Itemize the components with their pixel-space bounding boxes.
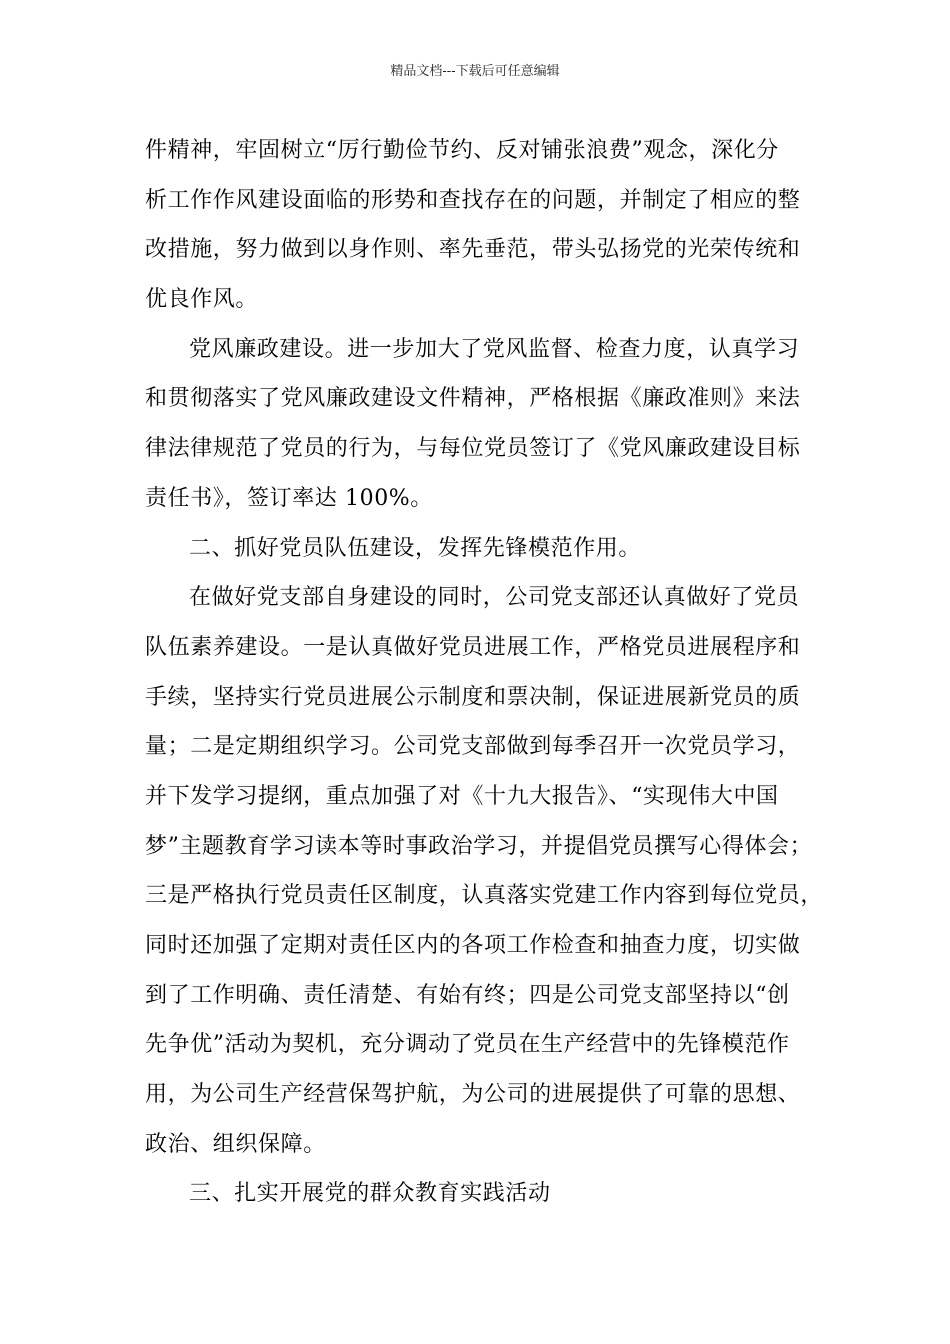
text-line: 律法律规范了党员的行为，与每位党员签订了《党风廉政建设目标: [145, 436, 801, 462]
text-line: 到了工作明确、责任清楚、有始有终；四是公司党支部坚持以“创: [145, 982, 790, 1008]
text-line: 同时还加强了定期对责任区内的各项工作检查和抽查力度，切实做: [145, 933, 801, 958]
page-header: 精品文档---下载后可任意编辑: [390, 64, 560, 79]
document-body: [145, 126, 825, 1219]
text-line: 改措施，努力做到以身作则、率先垂范，带头弘扬党的光荣传统和: [145, 237, 801, 263]
text-line: 责任书》，签订率达 100%。: [145, 485, 433, 511]
text-line: 先争优”活动为契机，充分调动了党员在生产经营中的先锋模范作: [145, 1032, 790, 1058]
text-line: 件精神，牢固树立“厉行勤俭节约、反对铺张浪费”观念，深化分: [145, 138, 779, 163]
text-line: 用，为公司生产经营保驾护航，为公司的进展提供了可靠的思想、: [145, 1082, 801, 1108]
text-line: 优良作风。: [145, 287, 259, 313]
text-line: 三是严格执行党员责任区制度，认真落实党建工作内容到每位党员，: [145, 883, 824, 909]
section-heading: 二、抓好党员队伍建设，发挥先锋模范作用。: [189, 535, 642, 561]
text-line: 政治、组织保障。: [145, 1131, 326, 1157]
text-line: 量；二是定期组织学习。公司党支部做到每季召开一次党员学习，: [145, 734, 801, 760]
text-line: 并下发学习提纲，重点加强了对《十九大报告》、“实现伟大中国: [145, 783, 779, 809]
text-line: 队伍素养建设。一是认真做好党员进展工作，严格党员进展程序和: [145, 634, 801, 660]
section-heading: 三、扎实开展党的群众教育实践活动: [189, 1181, 551, 1207]
text-line: 析工作作风建设面临的形势和查找存在的问题，并制定了相应的整: [145, 187, 801, 213]
text-line: 手续，坚持实行党员进展公示制度和票决制，保证进展新党员的质: [145, 684, 801, 710]
paragraph-start-line: 党风廉政建设。进一步加大了党风监督、检查力度，认真学习: [189, 336, 800, 362]
paragraph-start-line: 在做好党支部自身建设的同时，公司党支部还认真做好了党员: [189, 585, 800, 611]
text-line: 梦”主题教育学习读本等时事政治学习，并提倡党员撰写心得体会；: [145, 833, 813, 859]
text-line: 和贯彻落实了党风廉政建设文件精神，严格根据《廉政准则》来法: [145, 386, 801, 412]
